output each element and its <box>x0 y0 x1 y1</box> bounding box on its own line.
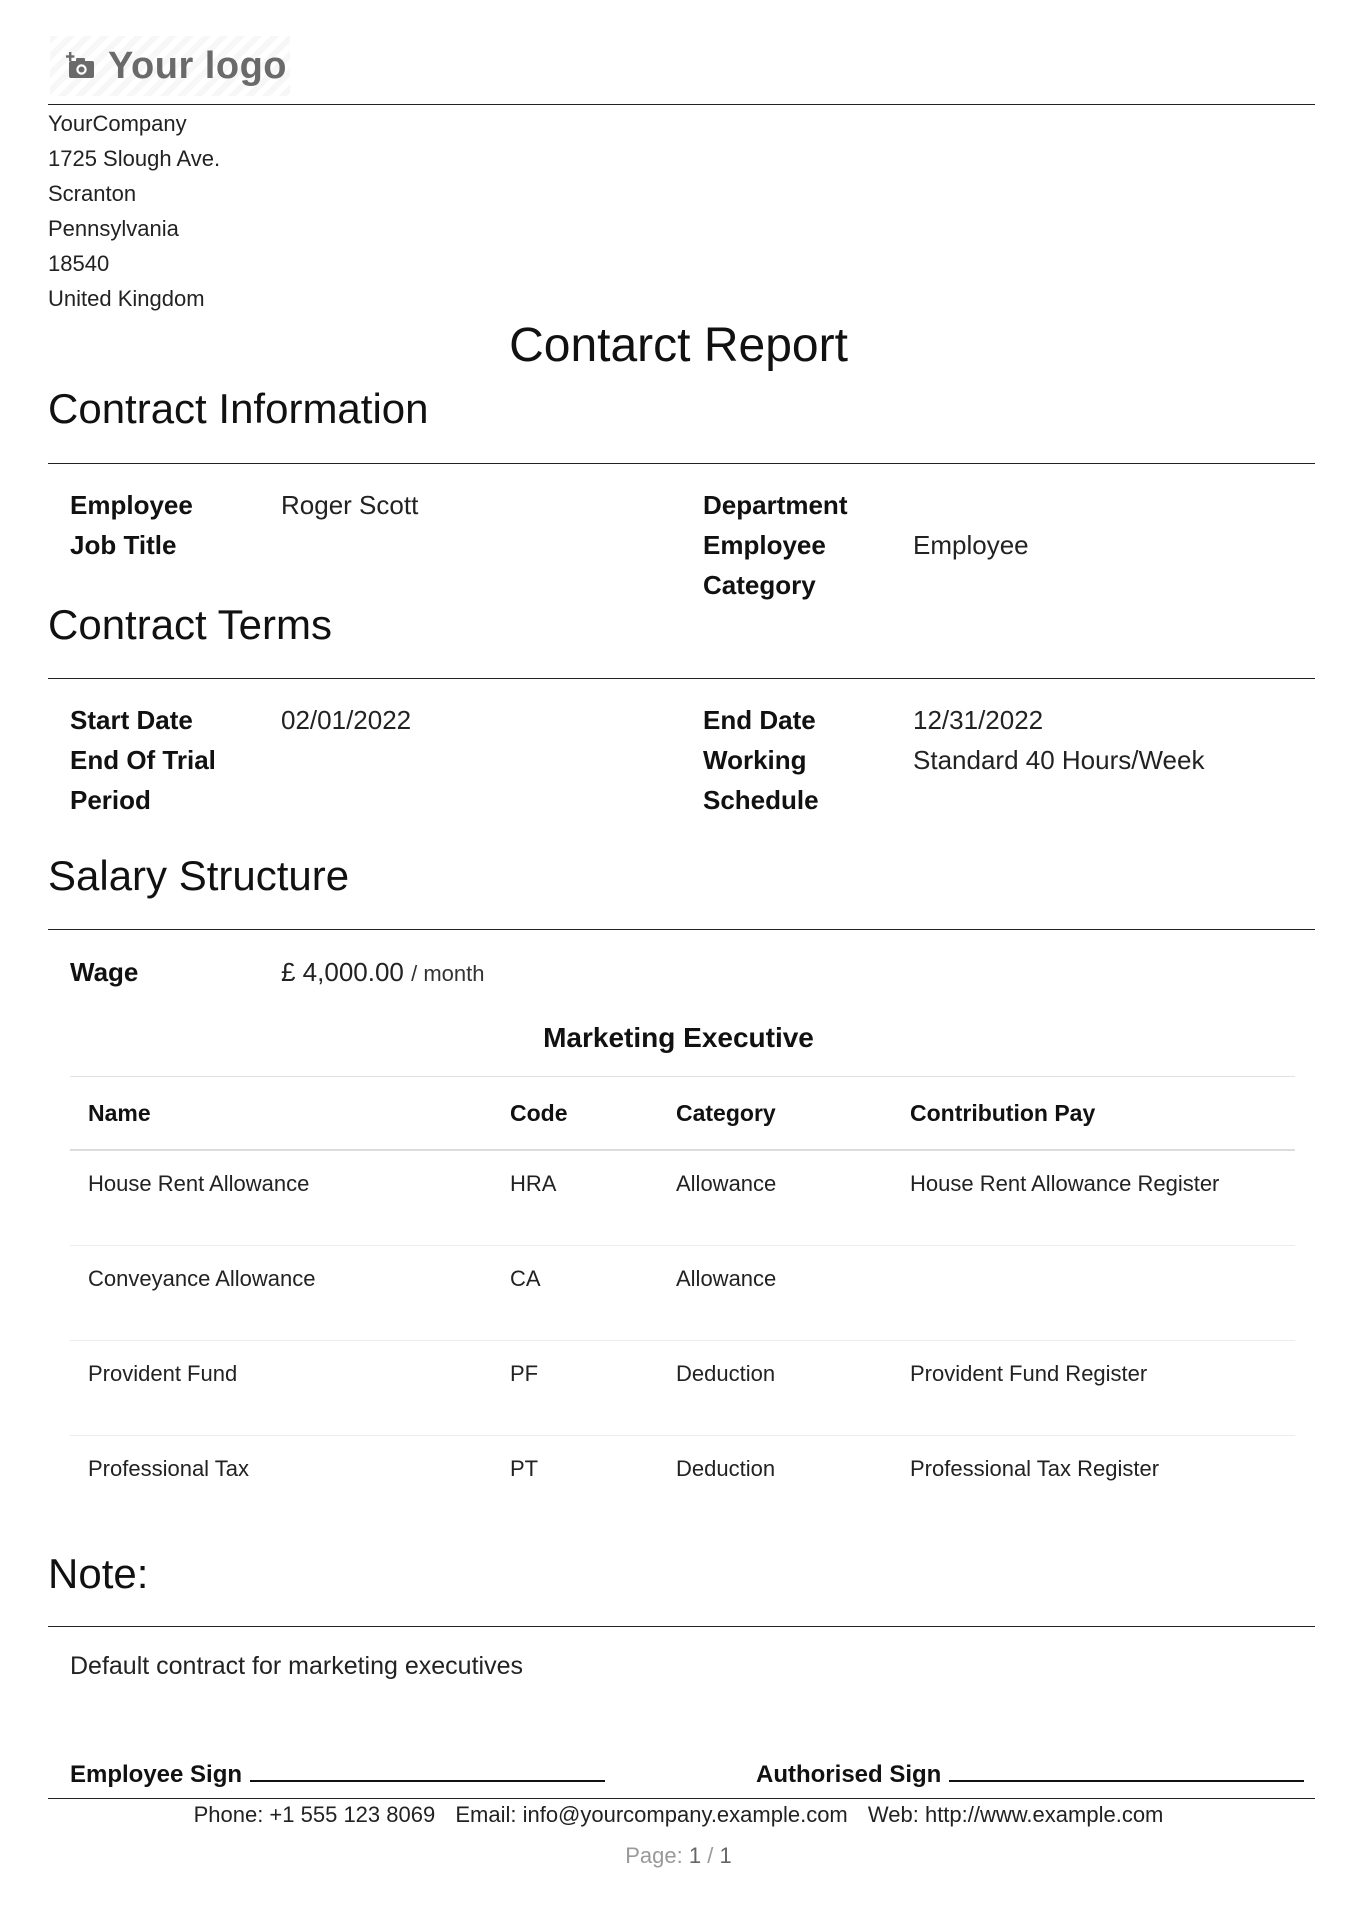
cell-category: Deduction <box>658 1340 892 1435</box>
cell-category: Allowance <box>658 1150 892 1245</box>
logo-text: Your logo <box>108 44 287 87</box>
working-schedule-label-line2: Schedule <box>703 785 819 815</box>
end-date-value: 12/31/2022 <box>913 705 1044 735</box>
cell-code: CA <box>492 1245 658 1340</box>
employee-sign-label: Employee Sign <box>70 1761 243 1788</box>
end-trial-label-line2: Period <box>70 785 151 815</box>
employee-category-value: Employee <box>913 530 1029 560</box>
cell-contribution: House Rent Allowance Register <box>892 1150 1295 1245</box>
employee-sign <box>70 1760 605 1789</box>
contract-terms-divider <box>48 678 1315 679</box>
cell-contribution: Provident Fund Register <box>892 1340 1295 1435</box>
cell-name: Provident Fund <box>70 1340 492 1435</box>
cell-category: Allowance <box>658 1245 892 1340</box>
salary-structure-title: Salary Structure <box>48 852 350 899</box>
contract-info-title: Contract Information <box>48 385 429 432</box>
footer-web: Web: http://www.example.com <box>867 1802 1164 1827</box>
company-zip: 18540 <box>48 251 110 276</box>
report-title: Contarct Report <box>509 319 848 372</box>
authorised-sign-line <box>949 1760 1304 1782</box>
table-row <box>70 1340 1295 1435</box>
cell-name: Conveyance Allowance <box>70 1245 492 1340</box>
cell-category: Deduction <box>676 1455 776 1481</box>
cell-contribution <box>892 1245 1295 1340</box>
table-header-row <box>70 1077 1295 1151</box>
company-city: Scranton <box>48 181 137 206</box>
employee-value: Roger Scott <box>281 490 419 520</box>
working-schedule-label <box>703 740 819 820</box>
cell-name: Professional Tax <box>88 1455 250 1481</box>
authorised-sign-label: Authorised Sign <box>756 1761 942 1788</box>
wage-field <box>281 952 485 994</box>
header-divider <box>48 104 1315 105</box>
salary-structure-name: Marketing Executive <box>543 1022 814 1053</box>
wage-value: £ 4,000.00 <box>281 957 404 987</box>
page-label: Page: <box>625 1843 683 1868</box>
end-trial-label <box>70 740 216 820</box>
page-current: 1 <box>688 1843 702 1868</box>
company-name: YourCompany <box>48 111 187 136</box>
start-date-label: Start Date <box>70 705 193 735</box>
wage-unit: / month <box>411 961 485 986</box>
footer-email: Email: info@yourcompany.example.com <box>455 1802 848 1827</box>
table-row <box>70 1150 1295 1245</box>
column-header-category: Category <box>658 1077 892 1151</box>
cell-code: HRA <box>492 1150 658 1245</box>
cell-code: PT <box>510 1455 539 1481</box>
footer-phone: Phone: +1 555 123 8069 <box>193 1802 436 1827</box>
company-logo <box>50 36 290 96</box>
page-counter <box>0 1843 1357 1869</box>
cell-contribution: Professional Tax Register <box>910 1455 1160 1481</box>
contract-terms-title: Contract Terms <box>48 601 332 648</box>
table-row <box>70 1435 1295 1530</box>
authorised-sign <box>756 1760 1304 1789</box>
salary-rules-table <box>70 1076 1295 1530</box>
employee-sign-line <box>250 1760 605 1782</box>
column-header-contribution-pay: Contribution Pay <box>892 1077 1295 1151</box>
cell-code: PF <box>492 1340 658 1435</box>
job-title-label: Job Title <box>70 530 177 560</box>
employee-category-label <box>703 525 826 605</box>
page-separator: / <box>707 1843 714 1868</box>
note-title: Note: <box>48 1550 149 1597</box>
working-schedule-label-line1: Working <box>703 745 807 775</box>
start-date-value: 02/01/2022 <box>281 705 412 735</box>
salary-structure-divider <box>48 929 1315 930</box>
department-label: Department <box>703 490 848 520</box>
employee-category-label-line1: Employee <box>703 530 826 560</box>
end-date-label: End Date <box>703 705 816 735</box>
company-address <box>48 106 220 316</box>
company-footer <box>0 1802 1357 1828</box>
note-text: Default contract for marketing executives <box>70 1652 523 1680</box>
company-state: Pennsylvania <box>48 216 179 241</box>
end-trial-label-line1: End Of Trial <box>70 745 216 775</box>
column-header-name: Name <box>70 1077 492 1151</box>
cell-name: House Rent Allowance <box>70 1150 492 1245</box>
table-row <box>70 1245 1295 1340</box>
camera-plus-icon <box>66 52 96 80</box>
company-country: United Kingdom <box>48 286 205 311</box>
employee-label: Employee <box>70 490 193 520</box>
wage-label: Wage <box>70 957 139 987</box>
column-header-code: Code <box>492 1077 658 1151</box>
contract-info-divider <box>48 463 1315 464</box>
footer-divider <box>48 1798 1315 1799</box>
working-schedule-value: Standard 40 Hours/Week <box>913 745 1205 775</box>
note-divider <box>48 1626 1315 1627</box>
page-total: 1 <box>719 1843 732 1868</box>
company-street: 1725 Slough Ave. <box>48 146 221 171</box>
employee-category-label-line2: Category <box>703 570 816 600</box>
